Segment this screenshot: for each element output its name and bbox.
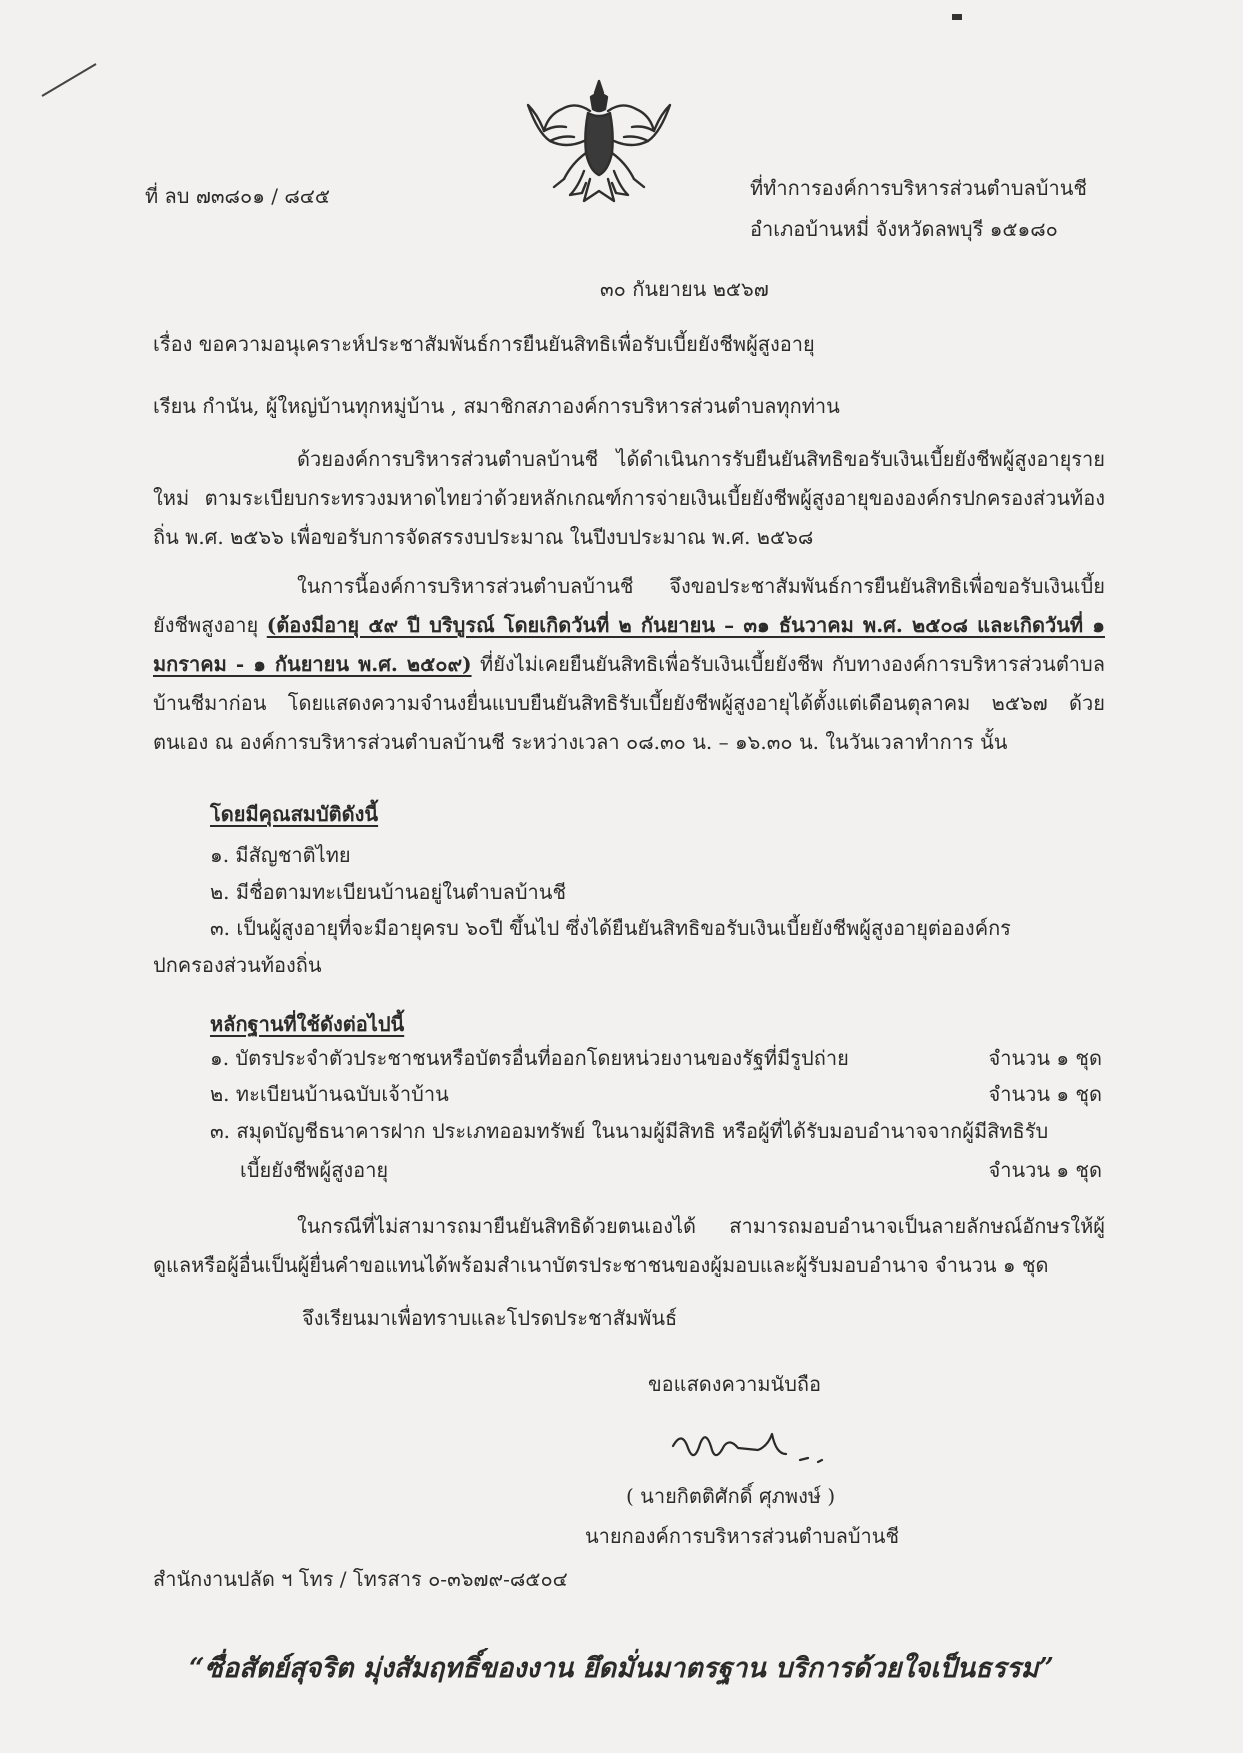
subject-line: เรื่อง ขอความอนุเคราะห์ประชาสัมพันธ์การยืนยันสิทธิเพื่อรับเบี้ยยังชีพผู้สูงอายุ (153, 332, 815, 356)
paragraph-proxy-text: ในกรณีที่ไม่สามารถมายืนยันสิทธิด้วยตนเองได้ สามารถมอบอำนาจเป็นลายลักษณ์อักษรให้ผู้ดูแลหรือผู้อื่นเป็นผู้ยื่นคำขอแทนได้พร้อมสำเนาบัตรประชาชนของผู้มอบและผู้รับมอบอำนาจ จำนวน ๑ ชุด (153, 1214, 1105, 1277)
evidence-item (210, 1084, 1102, 1104)
office-address-line2: อำเภอบ้านหมี่ จังหวัดลพบุรี ๑๕๑๘๐ (750, 217, 1058, 241)
paragraph-intro-text: ด้วยองค์การบริหารส่วนตำบลบ้านชี ได้ดำเนินการรับยืนยันสิทธิขอรับเงินเบี้ยยังชีพผู้สูงอายุรายใหม่ ตามระเบียบกระทรวงมหาดไทยว่าด้วยหลักเกณฑ์การจ่ายเงินเบี้ยยังชีพผู้สูงอายุขององค์กรปกครองส่วนท้องถิ่น พ.ศ. ๒๕๖๖ เพื่อขอรับการจัดสรรงบประมาณ ในปีงบประมาณ พ.ศ. ๒๕๖๘ (153, 447, 1105, 549)
reference-number: ที่ ลบ ๗๓๘๐๑ / ๘๔๕ (145, 184, 331, 208)
evidence-item (210, 1121, 1102, 1141)
regards-line: ขอแสดงความนับถือ (648, 1372, 822, 1396)
announcement-lead: ในการนี้องค์การบริหารส่วนตำบลบ้านชี จึงขอประชาสัมพันธ์การยืนยันสิทธิเพื่อขอรับเงินเบี้ยยังชีพสูงอายุ (153, 574, 1105, 637)
footer-contact: สำนักงานปลัด ฯ โทร / โทรสาร ๐-๓๖๗๙-๘๕๐๔ (153, 1567, 568, 1591)
qualifications-heading: โดยมีคุณสมบัติดังนี้ (210, 802, 379, 826)
office-address-line1: ที่ทำการองค์การบริหารส่วนตำบลบ้านชี (750, 176, 1087, 200)
paragraph-proxy (153, 1207, 1105, 1285)
evidence-item-text: ๒. ทะเบียนบ้านฉบับเจ้าบ้าน (210, 1082, 449, 1106)
closing-line: จึงเรียนมาเพื่อทราบและโปรดประชาสัมพันธ์ (302, 1306, 678, 1330)
letter-date: ๓๐ กันยายน ๒๕๖๗ (600, 277, 769, 301)
eligibility-period: (ต้องมีอายุ ๕๙ ปี บริบูรณ์ โดยเกิดวันที่ ๒ กันยายน – ๓๑ ธันวาคม พ.ศ. ๒๕๐๘ และเกิดวันที่ ๑ มกราคม - ๑ กันยายน พ.ศ. ๒๕๐๙) (153, 613, 1105, 676)
evidence-item-text: ๓. สมุดบัญชีธนาคารฝาก ประเภทออมทรัพย์ ในนามผู้มีสิทธิ หรือผู้ที่ได้รับมอบอำนาจจากผู้มีสิทธิรับ (210, 1119, 1049, 1143)
signature-icon (668, 1424, 868, 1474)
garuda-emblem-icon (524, 75, 674, 205)
evidence-item-quantity: จำนวน ๑ ชุด (988, 1046, 1102, 1070)
evidence-item (210, 1048, 1102, 1068)
qualification-item: ๓. เป็นผู้สูงอายุที่จะมีอายุครบ ๖๐ปี ขึ้นไป ซึ่งได้ยืนยันสิทธิขอรับเงินเบี้ยยังชีพผู้สูงอายุต่อองค์กร (210, 916, 1011, 940)
signer-name: ( นายกิตติศักดิ์ ศุภพงษ์ ) (626, 1484, 836, 1508)
paragraph-announcement (153, 567, 1105, 762)
qualification-item-continued: ปกครองส่วนท้องถิ่น (153, 953, 322, 977)
qualification-item: ๒. มีชื่อตามทะเบียนบ้านอยู่ในตำบลบ้านชี (210, 880, 567, 904)
pen-mark-icon (40, 60, 100, 100)
signer-title: นายกองค์การบริหารส่วนตำบลบ้านชี (585, 1524, 900, 1548)
evidence-item-continued (240, 1160, 1102, 1180)
evidence-item-quantity: จำนวน ๑ ชุด (988, 1158, 1102, 1182)
evidence-heading: หลักฐานที่ใช้ดังต่อไปนี้ (210, 1012, 405, 1036)
ink-dot-icon (950, 12, 966, 24)
organization-motto: “ซื่อสัตย์สุจริต มุ่งสัมฤทธิ์ของงาน ยึดมั่นมาตรฐาน บริการด้วยใจเป็นธรรม” (189, 1653, 1054, 1684)
paragraph-intro (153, 440, 1105, 557)
addressee-line: เรียน กำนัน, ผู้ใหญ่บ้านทุกหมู่บ้าน , สมาชิกสภาองค์การบริหารส่วนตำบลทุกท่าน (153, 394, 840, 418)
evidence-item-text: เบี้ยยังชีพผู้สูงอายุ (240, 1158, 389, 1182)
announcement-rest: ที่ยังไม่เคยยืนยันสิทธิเพื่อรับเงินเบี้ยยังชีพ กับทางองค์การบริหารส่วนตำบลบ้านชีมาก่อน โดยแสดงความจำนงยื่นแบบยืนยันสิทธิรับเบี้ยยังชีพผู้สูงอายุได้ตั้งแต่เดือนตุลาคม ๒๕๖๗ ด้วยตนเอง ณ องค์การบริหารส่วนตำบลบ้านชี ระหว่างเวลา ๐๘.๓๐ น. – ๑๖.๓๐ น. ในวันเวลาทำการ นั้น (153, 652, 1105, 754)
evidence-item-quantity: จำนวน ๑ ชุด (988, 1082, 1102, 1106)
qualification-item: ๑. มีสัญชาติไทย (210, 843, 351, 867)
evidence-item-text: ๑. บัตรประจำตัวประชาชนหรือบัตรอื่นที่ออกโดยหน่วยงานของรัฐที่มีรูปถ่าย (210, 1046, 849, 1070)
